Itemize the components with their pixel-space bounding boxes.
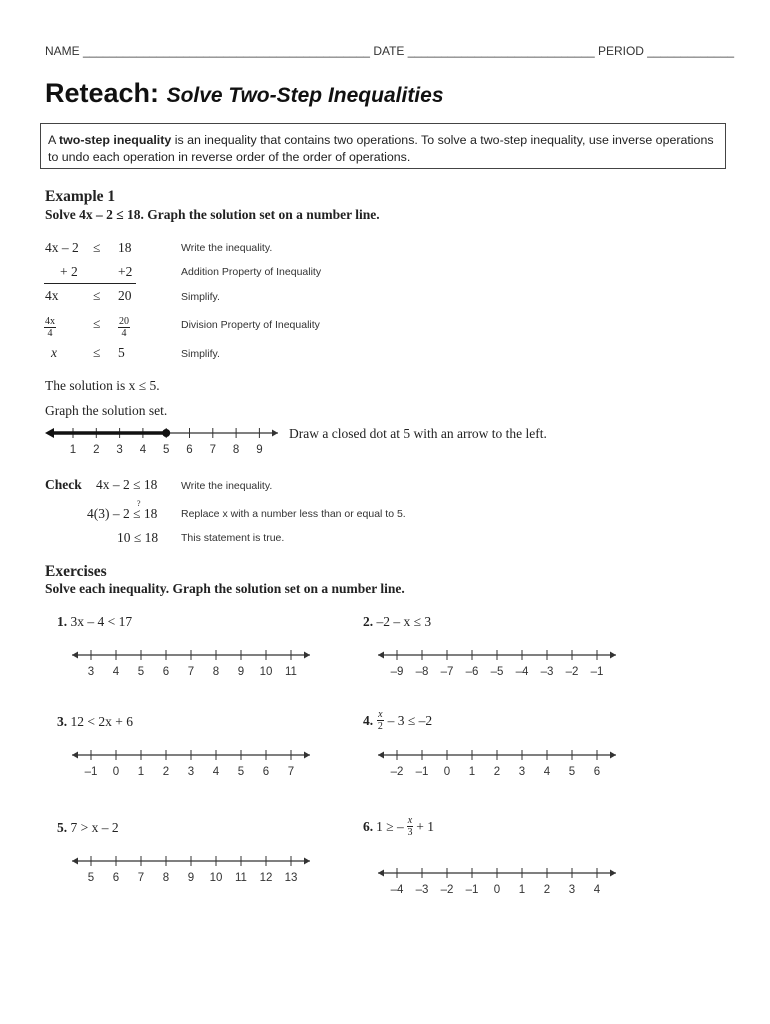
problem-6-number-line: [376, 864, 621, 898]
check-2-question-mark: ?: [137, 499, 141, 508]
number-line-right-arrow: [304, 858, 310, 865]
solution-ray-arrow: [45, 428, 54, 438]
problem-6-number: 6.: [363, 818, 374, 834]
step-4-right-num: 20: [119, 316, 129, 327]
step-2-right: +2: [118, 264, 133, 279]
exercises-instruction: Solve each inequality. Graph the solution set on a number line.: [45, 581, 405, 596]
step-2-note: Addition Property of Inequality: [181, 266, 322, 278]
number-line-tick-label: 12: [259, 872, 273, 884]
number-line-tick-label: –5: [490, 666, 504, 678]
number-line-right-arrow: [610, 870, 616, 877]
number-line-right-arrow: [272, 430, 278, 437]
problem-2-number-line: [376, 646, 621, 680]
number-line-tick-label: 1: [518, 884, 526, 896]
problem-4-number-line-svg: [376, 746, 621, 780]
check-2-expr: 4(3) – 2 ≤ 18: [87, 506, 158, 521]
step-4-left-num: 4x: [45, 316, 55, 327]
number-line-tick-label: 6: [262, 766, 270, 778]
problem-3: [57, 714, 133, 730]
number-line-tick-label: 2: [543, 884, 551, 896]
definition-text-before: A: [48, 133, 60, 147]
number-line-tick-label: 6: [162, 666, 170, 678]
name-date-period-line: NAME ___________________________________________ DATE ____________________________ PERIOD _____________: [45, 44, 735, 58]
graph-label: Graph the solution set.: [45, 403, 168, 418]
problem-6-number-line-svg: [376, 864, 621, 898]
step-2-left: + 2: [60, 264, 78, 279]
number-line-tick-label: –4: [515, 666, 529, 678]
check-1-expr: 4x – 2 ≤ 18: [96, 477, 158, 492]
number-line-tick-label: 11: [235, 872, 247, 884]
problem-2-number-line-svg: [376, 646, 621, 680]
definition-term: two-step inequality: [59, 133, 172, 147]
problem-1-number: 1.: [57, 614, 68, 629]
number-line-tick-label: –2: [565, 666, 579, 678]
number-line-tick-label: 6: [186, 444, 193, 456]
step-5-note: Simplify.: [181, 348, 220, 360]
number-line-tick-label: 0: [112, 766, 120, 778]
number-line-left-arrow: [72, 652, 78, 659]
number-line-tick-label: –6: [465, 666, 479, 678]
step-4-left-fraction: [44, 311, 56, 339]
number-line-tick-label: –8: [415, 666, 429, 678]
problem-4-text: – 3 ≤ –2: [387, 712, 433, 728]
number-line-tick-label: 9: [187, 872, 195, 884]
number-line-tick-label: 4: [593, 884, 601, 896]
step-3-op: ≤: [93, 288, 101, 303]
number-line-tick-label: 4: [139, 444, 147, 456]
number-line-tick-label: 8: [212, 666, 220, 678]
problem-5: [57, 820, 119, 836]
number-line-tick-label: 7: [187, 666, 195, 678]
example-number-line: [45, 424, 285, 458]
number-line-tick-label: 6: [593, 766, 601, 778]
number-line-tick-label: 10: [209, 872, 223, 884]
step-3-left: 4x: [45, 288, 59, 303]
problem-1: [57, 614, 132, 630]
problem-5-number: 5.: [57, 820, 68, 835]
check-2-note: Replace x with a number less than or equal to 5.: [181, 508, 406, 520]
definition-box: [40, 123, 726, 169]
number-line-tick-label: 0: [443, 766, 451, 778]
step-1-op: ≤: [93, 240, 101, 255]
number-line-tick-label: 6: [112, 872, 120, 884]
problem-4-number: 4.: [363, 712, 374, 728]
problem-5-text: 7 > x – 2: [70, 820, 119, 835]
number-line-tick-label: 5: [162, 444, 170, 456]
step-5-right: 5: [118, 345, 125, 360]
number-line-tick-label: 3: [518, 766, 526, 778]
step-4-right-den: 4: [121, 328, 127, 339]
number-line-tick-label: –3: [540, 666, 554, 678]
number-line-tick-label: 7: [287, 766, 295, 778]
step-2-underline: [44, 283, 136, 284]
number-line-tick-label: –2: [390, 766, 404, 778]
number-line-tick-label: 2: [493, 766, 501, 778]
number-line-tick-label: 5: [137, 666, 145, 678]
exercises-heading: Exercises: [45, 563, 107, 580]
problem-4-frac-den: 2: [377, 721, 383, 732]
number-line-tick-label: 10: [259, 666, 273, 678]
problem-1-text: 3x – 4 < 17: [70, 614, 133, 629]
step-4-note: Division Property of Inequality: [181, 319, 320, 331]
number-line-tick-label: 7: [209, 444, 217, 456]
number-line-tick-label: 3: [87, 666, 95, 678]
example-number-line-svg: [45, 424, 285, 458]
number-line-tick-label: 4: [543, 766, 551, 778]
number-line-tick-label: –1: [590, 666, 604, 678]
number-line-left-arrow: [378, 752, 384, 759]
number-line-tick-label: 3: [187, 766, 195, 778]
check-3-expr: 10 ≤ 18: [117, 530, 159, 545]
problem-6-prefix: 1 ≥ –: [376, 818, 404, 834]
problem-6-frac-num: x: [407, 815, 413, 826]
number-line-tick-label: 2: [93, 444, 100, 456]
example-instruction: Solve 4x – 2 ≤ 18. Graph the solution set on a number line.: [45, 207, 380, 222]
number-line-left-arrow: [72, 858, 78, 865]
step-3-note: Simplify.: [181, 291, 220, 303]
step-4-right-fraction: [118, 311, 130, 339]
number-line-tick-label: 9: [237, 666, 245, 678]
problem-3-text: 12 < 2x + 6: [70, 714, 133, 729]
step-5-op: ≤: [93, 345, 101, 360]
closed-dot: [162, 429, 170, 437]
number-line-tick-label: 13: [284, 872, 298, 884]
graph-note: Draw a closed dot at 5 with an arrow to the left.: [289, 426, 547, 441]
number-line-tick-label: 1: [137, 766, 145, 778]
number-line-left-arrow: [378, 652, 384, 659]
number-line-left-arrow: [72, 752, 78, 759]
problem-4-number-line: [376, 746, 621, 780]
number-line-tick-label: –1: [465, 884, 479, 896]
problem-6-text: + 1: [416, 818, 434, 834]
definition-text-after: is an inequality that contains two operations. To solve a two-step inequality, use inverse operations to undo each operation in reverse order of the order of operations.: [48, 133, 714, 164]
number-line-tick-label: –1: [84, 766, 98, 778]
problem-3-number-line-svg: [70, 746, 315, 780]
step-4-op: ≤: [93, 316, 101, 331]
number-line-tick-label: –2: [440, 884, 454, 896]
number-line-tick-label: 4: [112, 666, 120, 678]
number-line-left-arrow: [378, 870, 384, 877]
step-1-note: Write the inequality.: [181, 242, 273, 254]
number-line-tick-label: 9: [256, 444, 263, 456]
problem-1-number-line: [70, 646, 315, 680]
number-line-tick-label: 8: [232, 444, 240, 456]
number-line-tick-label: 5: [237, 766, 245, 778]
title-sub: Solve Two-Step Inequalities: [166, 84, 444, 107]
problem-6-frac-den: 3: [407, 827, 413, 838]
number-line-tick-label: 1: [69, 444, 77, 456]
step-1-right: 18: [118, 240, 132, 255]
page-title: [45, 78, 444, 109]
problem-4-frac-num: x: [378, 709, 383, 720]
problem-5-number-line: [70, 852, 315, 886]
problem-3-number: 3.: [57, 714, 68, 729]
step-1-left: 4x – 2: [45, 240, 79, 255]
number-line-tick-label: 0: [493, 884, 501, 896]
number-line-right-arrow: [610, 652, 616, 659]
number-line-right-arrow: [304, 752, 310, 759]
step-4-left-den: 4: [47, 328, 53, 339]
problem-2-text: –2 – x ≤ 3: [376, 614, 432, 629]
check-1-note: Write the inequality.: [181, 480, 273, 492]
problem-4: [363, 709, 432, 732]
number-line-tick-label: 11: [285, 666, 297, 678]
number-line-tick-label: –3: [415, 884, 429, 896]
number-line-tick-label: –1: [415, 766, 429, 778]
problem-3-number-line: [70, 746, 315, 780]
number-line-tick-label: 2: [162, 766, 170, 778]
number-line-tick-label: 5: [87, 872, 95, 884]
problem-2: [363, 614, 431, 630]
number-line-tick-label: –9: [390, 666, 404, 678]
problem-5-number-line-svg: [70, 852, 315, 886]
number-line-right-arrow: [304, 652, 310, 659]
number-line-tick-label: –4: [390, 884, 404, 896]
number-line-tick-label: 3: [116, 444, 123, 456]
problem-1-number-line-svg: [70, 646, 315, 680]
problem-2-number: 2.: [363, 614, 374, 629]
solution-statement: The solution is x ≤ 5.: [45, 378, 160, 393]
number-line-tick-label: 3: [568, 884, 576, 896]
number-line-tick-label: 4: [212, 766, 220, 778]
problem-6: [363, 815, 434, 838]
example-heading: Example 1: [45, 188, 116, 205]
step-5-left: x: [51, 345, 57, 360]
number-line-right-arrow: [610, 752, 616, 759]
number-line-tick-label: 7: [137, 872, 145, 884]
number-line-tick-label: 5: [568, 766, 576, 778]
check-3-note: This statement is true.: [181, 532, 285, 544]
step-3-right: 20: [118, 288, 132, 303]
number-line-tick-label: 1: [468, 766, 476, 778]
title-main: Reteach:: [45, 78, 160, 108]
number-line-tick-label: –7: [440, 666, 454, 678]
number-line-tick-label: 8: [162, 872, 170, 884]
check-label: Check: [45, 477, 82, 492]
